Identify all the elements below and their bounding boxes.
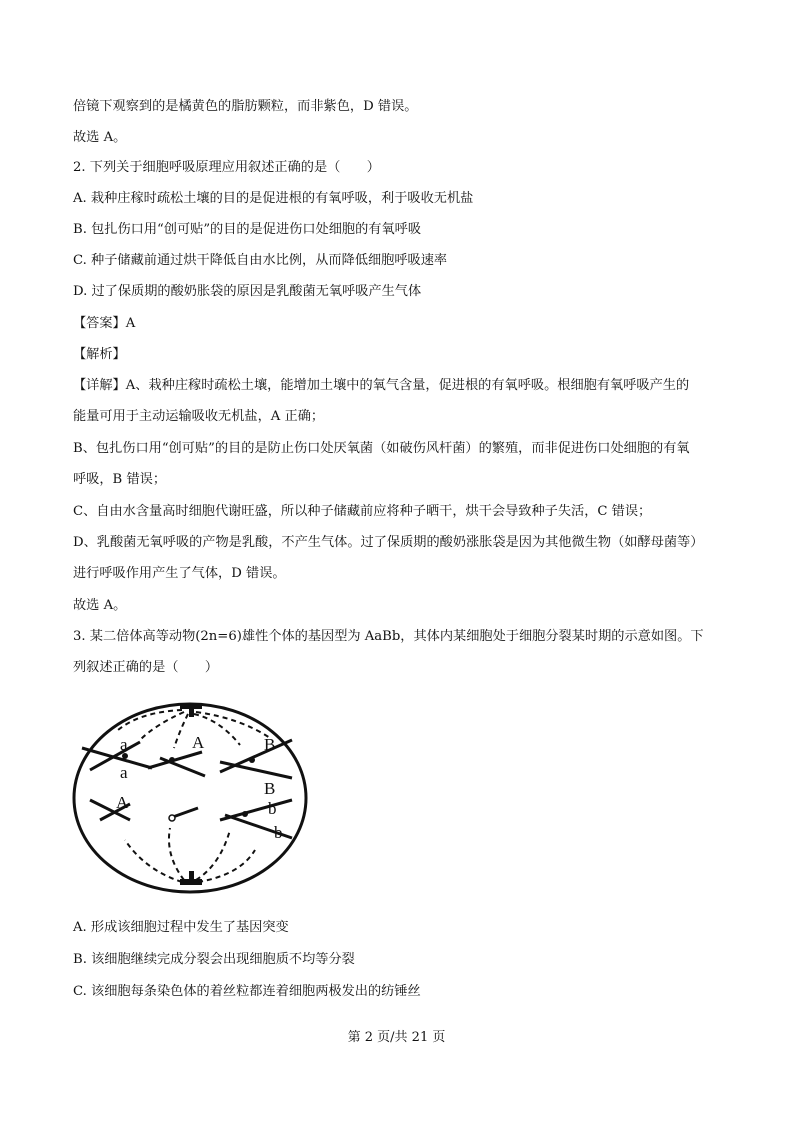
question-2: 2. 下列关于细胞呼吸原理应用叙述正确的是（ ） bbox=[73, 160, 380, 175]
option-d: D. 过了保质期的酸奶胀袋的原因是乳酸菌无氧呼吸产生气体 bbox=[73, 284, 422, 299]
q3-option-b: B. 该细胞继续完成分裂会出现细胞质不均等分裂 bbox=[73, 952, 355, 967]
explanation-line: 呼吸，B 错误； bbox=[73, 472, 167, 487]
gene-label: a bbox=[120, 763, 128, 782]
text-line: 倍镜下观察到的是橘黄色的脂肪颗粒，而非紫色，D 错误。 bbox=[73, 99, 418, 114]
question-3: 3. 某二倍体高等动物(2n=6)雄性个体的基因型为 AaBb，其体内某细胞处于细胞分裂某时期的示意如图。下 bbox=[73, 629, 704, 644]
explanation-line: C、自由水含量高时细胞代谢旺盛，所以种子储藏前应将种子晒干，烘干会导致种子失活，C 错误； bbox=[73, 504, 652, 519]
gene-label: B bbox=[264, 779, 276, 798]
answer: 【答案】A bbox=[73, 316, 136, 331]
text-line: 故选 A。 bbox=[73, 130, 127, 145]
option-c: C. 种子储藏前通过烘干降低自由水比例，从而降低细胞呼吸速率 bbox=[73, 253, 448, 268]
question-3-cont: 列叙述正确的是（ ） bbox=[73, 660, 219, 675]
option-a: A. 栽种庄稼时疏松土壤的目的是促进根的有氧呼吸，利于吸收无机盐 bbox=[73, 191, 474, 206]
explanation-line: 【详解】A、栽种庄稼时疏松土壤，能增加土壤中的氧气含量，促进根的有氧呼吸。根细胞有氧呼吸产生的 bbox=[73, 378, 690, 393]
analysis-heading: 【解析】 bbox=[73, 347, 126, 362]
gene-label: A bbox=[116, 793, 129, 812]
explanation-line: D、乳酸菌无氧呼吸的产物是乳酸，不产生气体。过了保质期的酸奶涨胀袋是因为其他微生物（如酵母菌等） bbox=[73, 535, 704, 550]
q3-option-c: C. 该细胞每条染色体的着丝粒都连着细胞两极发出的纺锤丝 bbox=[73, 984, 421, 999]
text-line: 故选 A。 bbox=[73, 598, 127, 613]
gene-label: b bbox=[268, 799, 277, 818]
q3-option-a: A. 形成该细胞过程中发生了基因突变 bbox=[73, 920, 289, 935]
gene-label: A bbox=[192, 733, 205, 752]
option-b: B. 包扎伤口用“创可贴”的目的是促进伤口处细胞的有氧呼吸 bbox=[73, 222, 422, 237]
gene-label: b bbox=[274, 823, 283, 842]
explanation-line: 进行呼吸作用产生了气体，D 错误。 bbox=[73, 566, 286, 581]
explanation-line: 能量可用于主动运输吸收无机盐，A 正确； bbox=[73, 409, 325, 424]
page-footer: 第 2 页/共 21 页 bbox=[347, 1030, 446, 1045]
explanation-line: B、包扎伤口用“创可贴”的目的是防止伤口处厌氧菌（如破伤风杆菌）的繁殖，而非促进伤口处细胞的有氧 bbox=[73, 441, 690, 456]
cell-division-diagram bbox=[70, 700, 310, 895]
gene-label: B bbox=[264, 735, 276, 754]
gene-label: a bbox=[120, 735, 128, 754]
